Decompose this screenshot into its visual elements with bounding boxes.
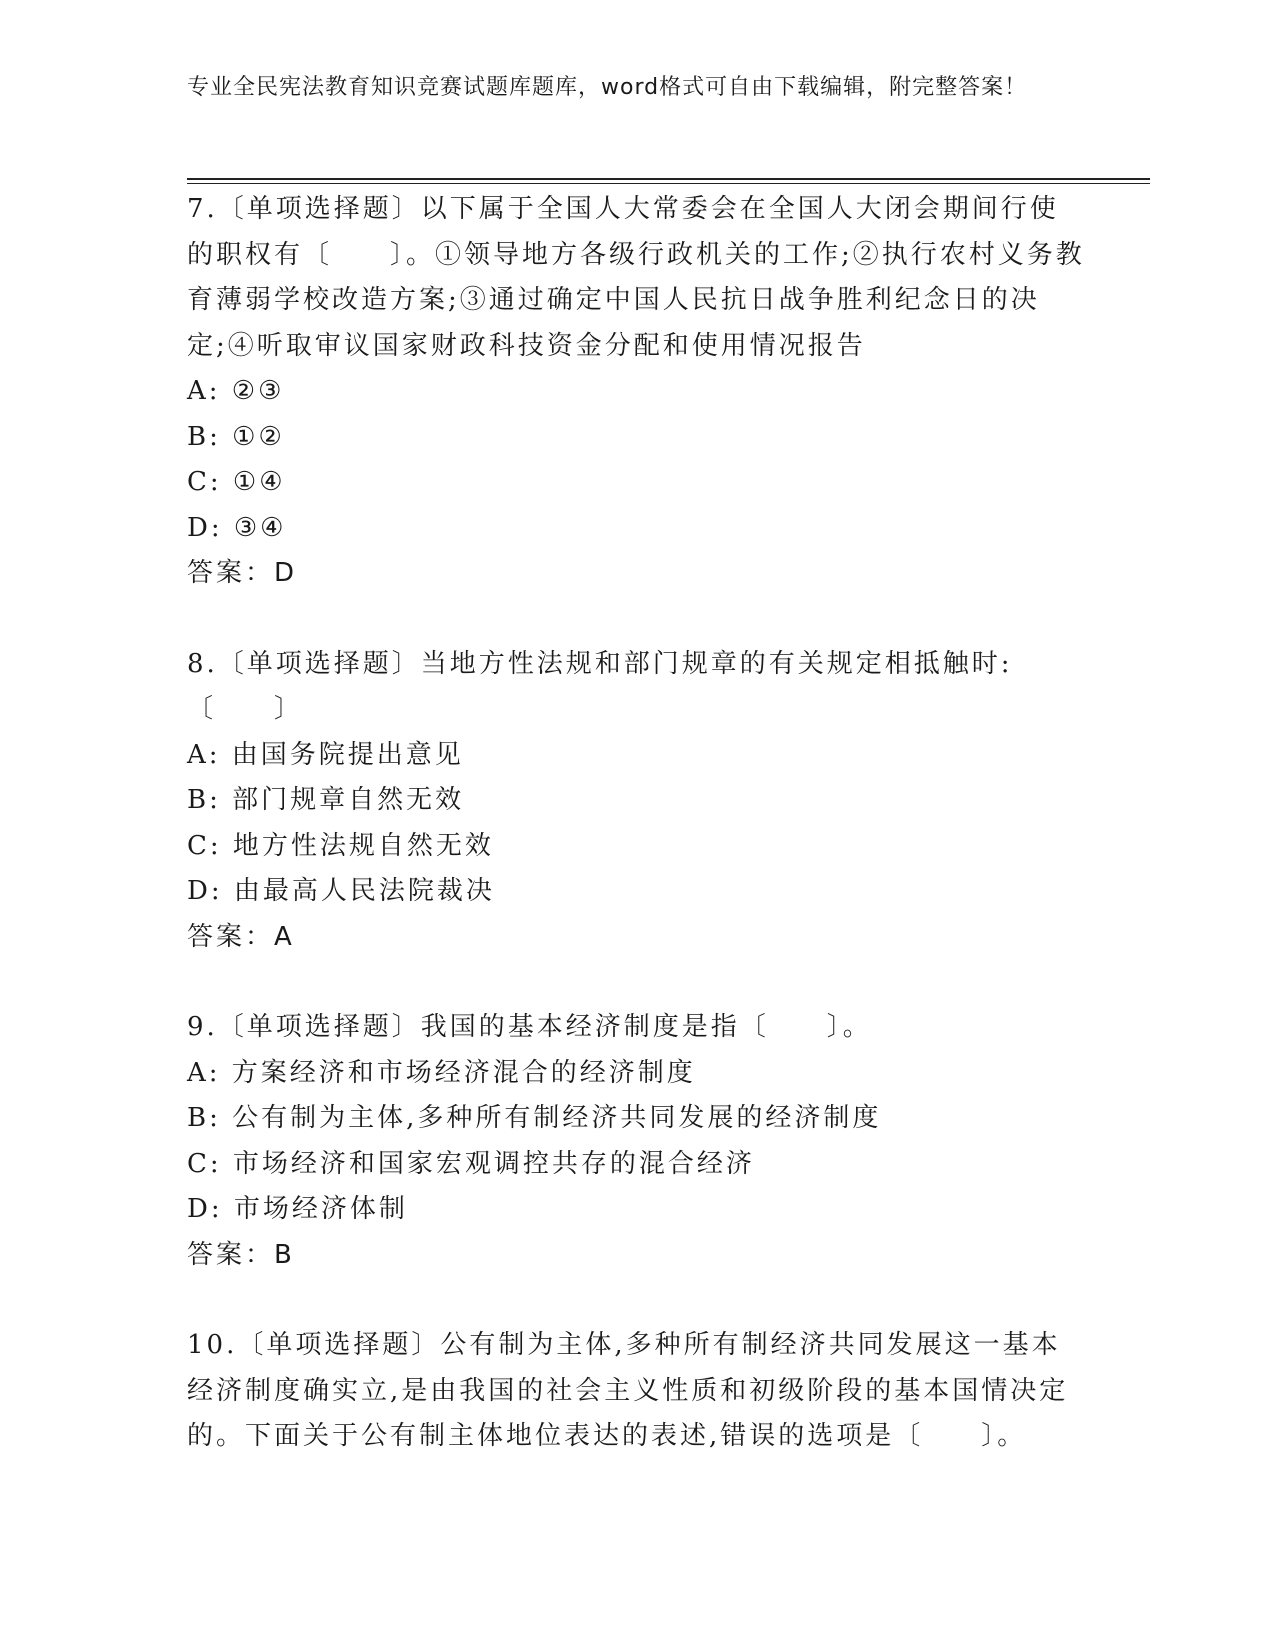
header-text: 专业全民宪法教育知识竞赛试题库题库，word格式可自由下载编辑，附完整答案！	[187, 75, 1028, 100]
question-8	[187, 642, 1087, 961]
option-a: A: 由国务院提出意见	[187, 739, 464, 770]
option-d: D: ③④	[187, 512, 287, 543]
question-10	[187, 1323, 1087, 1460]
option-c: C: 地方性法规自然无效	[187, 830, 494, 861]
option-c: C: ①④	[187, 467, 286, 497]
question-list	[187, 187, 1087, 1460]
answer: 答案：D	[187, 558, 298, 588]
answer: 答案：B	[187, 1239, 295, 1270]
option-a: A: 方案经济和市场经济混合的经济制度	[187, 1057, 696, 1088]
option-c: C: 市场经济和国家宏观调控共存的混合经济	[187, 1148, 755, 1179]
option-b: B: ①②	[187, 421, 285, 452]
option-b: B: 部门规章自然无效	[187, 785, 465, 815]
question-text: 10.〔单项选择题〕公有制为主体,多种所有制经济共同发展这一基本经济制度确实立,是由我国的社会主义性质和初级阶段的基本国情决定的。下面关于公有制主体地位表达的表述,错误的选项是〔 〕。	[187, 1330, 1069, 1451]
option-a: A: ②③	[187, 376, 285, 406]
document-header	[187, 72, 1067, 104]
header-rule-thick	[187, 178, 1150, 180]
question-text: 8.〔单项选择题〕当地方性法规和部门规章的有关规定相抵触时:〔 〕	[187, 648, 1013, 724]
question-text: 9.〔单项选择题〕我国的基本经济制度是指〔 〕。	[187, 1012, 872, 1042]
answer: 答案：A	[187, 921, 295, 952]
question-7	[187, 187, 1087, 597]
header-rule-thin	[187, 183, 1150, 184]
option-d: D: 由最高人民法院裁决	[187, 876, 495, 906]
option-b: B: 公有制为主体,多种所有制经济共同发展的经济制度	[187, 1103, 882, 1133]
option-d: D: 市场经济体制	[187, 1194, 408, 1224]
question-9	[187, 1005, 1087, 1278]
question-text: 7.〔单项选择题〕以下属于全国人大常委会在全国人大闭会期间行使的职权有〔 〕。①领导地方各级行政机关的工作;②执行农村义务教育薄弱学校改造方案;③通过确定中国人民抗日战争胜利纪念日的决定;④听取审议国家财政科技资金分配和使用情况报告	[187, 194, 1085, 361]
